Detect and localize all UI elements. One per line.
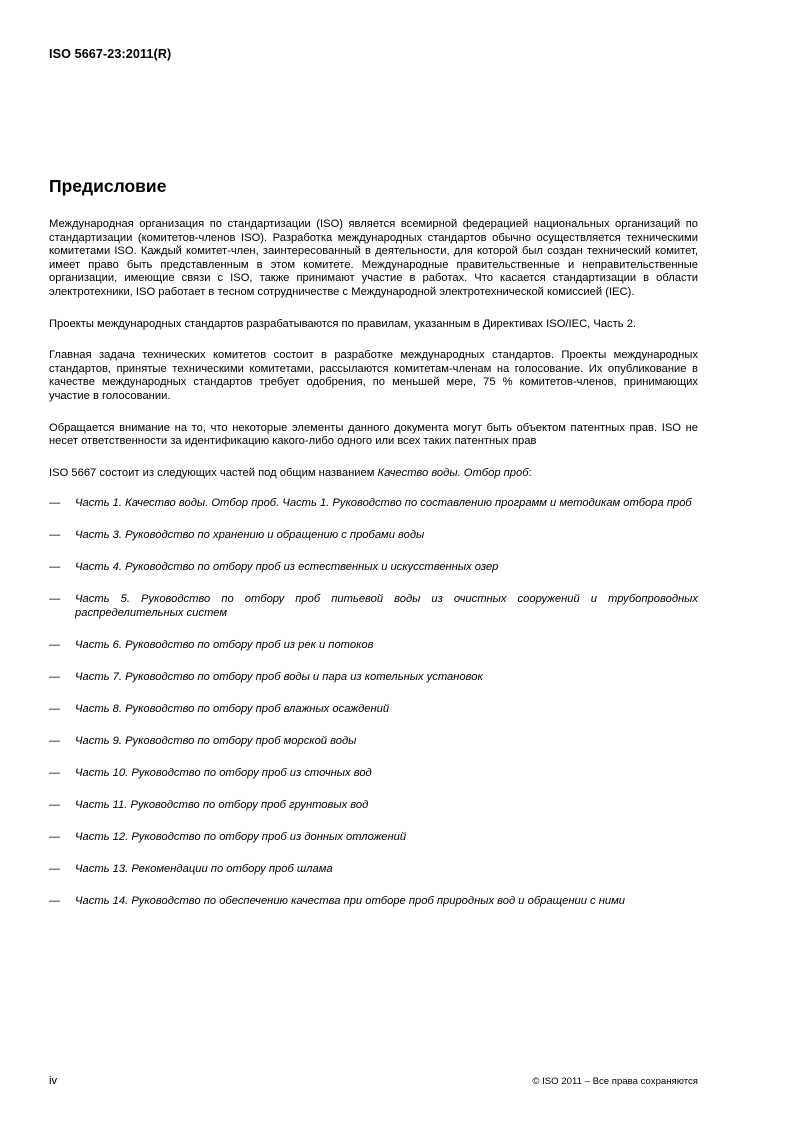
part-text: Часть 6. Руководство по отбору проб из рек и потоков: [75, 638, 374, 651]
foreword-body: [49, 218, 698, 927]
part-text: Часть 11. Руководство по отбору проб грунтовых вод: [75, 798, 369, 811]
part-text: Часть 10. Руководство по отбору проб из сточных вод: [75, 766, 372, 779]
list-item: [49, 863, 698, 877]
list-item: [49, 497, 698, 511]
list-dash: —: [49, 830, 61, 843]
list-item: [49, 703, 698, 717]
list-item: [49, 671, 698, 685]
paragraph: Проекты международных стандартов разрабатываются по правилам, указанным в Директивах ISO/IEC, Часть 2.: [49, 317, 637, 330]
part-text: Часть 12. Руководство по отбору проб из донных отложений: [75, 830, 407, 843]
part-text: Часть 13. Рекомендации по отбору проб шлама: [75, 862, 333, 875]
list-item: [49, 561, 698, 575]
list-dash: —: [49, 798, 61, 811]
paragraph: Международная организация по стандартизации (ISO) является всемирной федерацией национальных организаций по стандартизации (комитетов-членов ISO). Разработка международных стандартов обычно осуществляется техническими комитетами ISO. Каждый комитет-член, заинтересованный в деятельности, для которой был создан технический комитет, имеет право быть представленным в этом комитете. Международные правительственные и неправительственные организации, имеющие связи с ISO, также принимают участие в работах. Что касается стандартизации в области электротехники, ISO работает в тесном сотрудничестве с Международной электротехнической комиссией (IEC).: [49, 218, 698, 298]
list-item: [49, 735, 698, 749]
parts-intro: [49, 467, 698, 481]
list-dash: —: [49, 734, 61, 747]
parts-intro-title: Качество воды. Отбор проб: [377, 466, 529, 479]
list-dash: —: [49, 593, 61, 606]
paragraph: Главная задача технических комитетов состоит в разработке международных стандартов. Проекты международных стандартов, принятые техническими комитетами, рассылаются комитетам-членам на голосование. Их опубликование в качестве международных стандартов требует одобрения, по меньшей мере, 75 % комитетов-членов, принимающих участие в голосовании.: [49, 349, 698, 402]
list-item: [49, 593, 698, 620]
part-text: Часть 9. Руководство по отбору проб морской воды: [75, 734, 357, 747]
part-text: Часть 5. Руководство по отбору проб питьевой воды из очистных сооружений и трубопроводных распределительных систем: [75, 593, 698, 619]
list-dash: —: [49, 670, 61, 683]
part-text: Часть 14. Руководство по обеспечению качества при отборе проб природных вод и обращении с ними: [75, 894, 626, 907]
list-dash: —: [49, 561, 61, 574]
parts-intro-prefix: ISO 5667 состоит из следующих частей под общим названием: [49, 466, 378, 479]
document-id: ISO 5667-23:2011(R): [49, 47, 172, 61]
parts-list: [49, 497, 698, 908]
list-item: [49, 639, 698, 653]
list-dash: —: [49, 529, 61, 542]
part-text: Часть 7. Руководство по отбору проб воды и пара из котельных установок: [75, 670, 483, 683]
list-dash: —: [49, 497, 61, 510]
list-dash: —: [49, 638, 61, 651]
part-text: Часть 3. Руководство по хранению и обращению с пробами воды: [75, 529, 425, 542]
list-item: [49, 767, 698, 781]
copyright-notice: © ISO 2011 – Все права сохраняются: [532, 1076, 698, 1087]
list-dash: —: [49, 894, 61, 907]
part-text: Часть 1. Качество воды. Отбор проб. Часть 1. Руководство по составлению программ и методикам отбора проб: [75, 497, 692, 510]
parts-intro-suffix: :: [528, 466, 532, 479]
list-dash: —: [49, 766, 61, 779]
part-text: Часть 8. Руководство по отбору проб влажных осаждений: [75, 702, 390, 715]
paragraph: Обращается внимание на то, что некоторые элементы данного документа могут быть объектом патентных прав. ISO не несет ответственности за идентификацию какого-либо одного или всех таких патентных прав: [49, 421, 698, 448]
list-item: [49, 529, 698, 543]
page-title: Предисловие: [49, 176, 167, 196]
list-dash: —: [49, 702, 61, 715]
list-item: [49, 831, 698, 845]
list-item: [49, 895, 698, 909]
page-number: iv: [49, 1075, 58, 1087]
part-text: Часть 4. Руководство по отбору проб из естественных и искусственных озер: [75, 561, 499, 574]
list-item: [49, 799, 698, 813]
list-dash: —: [49, 862, 61, 875]
